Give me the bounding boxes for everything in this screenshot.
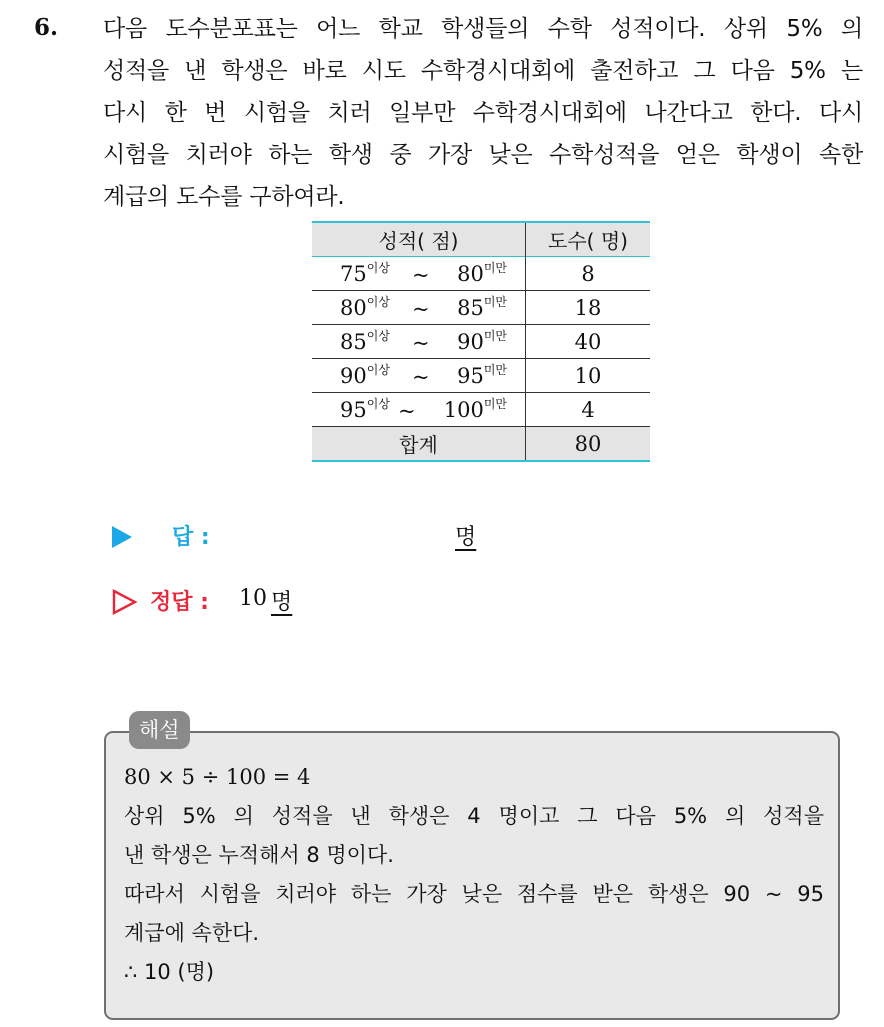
range-high: 80	[457, 262, 484, 286]
frequency-value: 18	[526, 291, 651, 325]
score-range	[312, 393, 526, 427]
solution-line: 상위 5% 의 성적을 낸 학생은 4 명이고 그 다음 5% 의 성적을	[124, 804, 824, 828]
range-high: 85	[457, 296, 484, 320]
range-high: 90	[457, 330, 484, 354]
answer-input[interactable]	[242, 520, 442, 550]
correct-value: 10	[239, 586, 267, 611]
question-line: 성적을 낸 학생은 바로 시도 수학경시대회에 출전하고 그 다음 5% 는	[103, 58, 863, 84]
range-high: 95	[457, 364, 484, 388]
total-label: 합계	[312, 427, 526, 462]
answer-unit: 명	[455, 525, 477, 550]
correct-unit: 명	[271, 590, 293, 615]
question-number: 6.	[34, 14, 59, 41]
total-row	[312, 427, 650, 462]
filled-triangle-icon	[112, 526, 132, 548]
range-tilde: ~	[412, 331, 430, 355]
solution-line: 계급에 속한다.	[124, 921, 260, 945]
table-header-row	[312, 222, 650, 257]
table-row	[312, 291, 650, 325]
solution-line: 낸 학생은 누적해서 8 명이다.	[124, 843, 394, 867]
range-high-suffix: 미만	[483, 397, 507, 411]
header-score: 성적( 점)	[312, 222, 526, 257]
frequency-value: 4	[526, 393, 651, 427]
range-high-suffix: 미만	[483, 363, 507, 377]
range-low: 95	[340, 398, 367, 422]
frequency-value: 10	[526, 359, 651, 393]
range-high: 100	[443, 398, 484, 422]
range-low: 80	[340, 296, 367, 320]
question-line: 다시 한 번 시험을 치러 일부만 수학경시대회에 나간다고 한다. 다시	[103, 100, 863, 126]
range-tilde: ~	[412, 365, 430, 389]
table-row	[312, 257, 650, 291]
outline-triangle-icon	[112, 589, 138, 615]
range-tilde: ~	[412, 297, 430, 321]
range-low-suffix: 이상	[366, 363, 390, 377]
answer-label: 답 :	[172, 525, 210, 550]
range-low: 85	[340, 330, 367, 354]
solution-line: ∴ 10 (명)	[124, 960, 215, 984]
solution-text	[124, 758, 824, 992]
solution-tag: 해설	[129, 711, 190, 749]
frequency-table	[312, 221, 650, 462]
range-low-suffix: 이상	[366, 261, 390, 275]
total-value: 80	[526, 427, 651, 462]
score-range	[312, 359, 526, 393]
range-tilde: ~	[412, 263, 430, 287]
range-high-suffix: 미만	[483, 261, 507, 275]
question-line: 계급의 도수를 구하여라.	[103, 184, 345, 210]
range-high-suffix: 미만	[483, 329, 507, 343]
question-line: 시험을 치러야 하는 학생 중 가장 낮은 수학성적을 얻은 학생이 속한	[103, 142, 863, 168]
frequency-value: 8	[526, 257, 651, 291]
frequency-value: 40	[526, 325, 651, 359]
question-text	[103, 8, 863, 218]
correct-label: 정답 :	[150, 590, 209, 615]
range-tilde: ~	[398, 399, 416, 423]
range-low-suffix: 이상	[366, 397, 390, 411]
score-range	[312, 325, 526, 359]
solution-line: 따라서 시험을 치러야 하는 가장 낮은 점수를 받은 학생은 90 ~ 95	[124, 882, 824, 906]
range-high-suffix: 미만	[483, 295, 507, 309]
range-low-suffix: 이상	[366, 295, 390, 309]
range-low: 90	[340, 364, 367, 388]
table-row	[312, 325, 650, 359]
header-count: 도수( 명)	[526, 222, 651, 257]
table-row	[312, 359, 650, 393]
range-low: 75	[340, 262, 367, 286]
range-low-suffix: 이상	[366, 329, 390, 343]
score-range	[312, 257, 526, 291]
score-range	[312, 291, 526, 325]
table-row	[312, 393, 650, 427]
solution-line: 80 × 5 ÷ 100 = 4	[124, 765, 311, 789]
question-line: 다음 도수분포표는 어느 학교 학생들의 수학 성적이다. 상위 5% 의	[103, 16, 863, 42]
